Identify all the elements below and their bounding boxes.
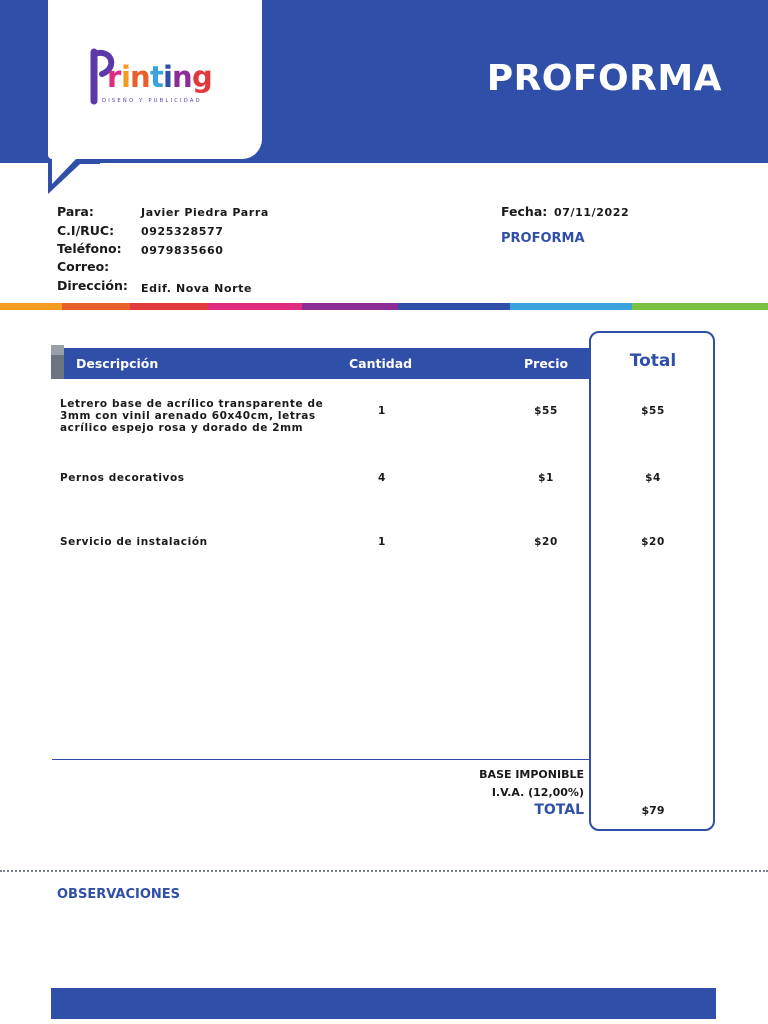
svg-text:DISEÑO Y PUBLICIDAD: DISEÑO Y PUBLICIDAD	[102, 98, 202, 104]
col-description: Descripción	[76, 356, 159, 371]
color-stripe	[0, 303, 768, 310]
svg-text:n: n	[130, 60, 151, 94]
row-3-total: $20	[641, 536, 665, 548]
address-value: Edif. Nova Norte	[141, 282, 253, 295]
row-3-price: $20	[534, 536, 558, 548]
address-label: Dirección:	[57, 278, 128, 293]
para-label: Para:	[57, 204, 94, 219]
date-label: Fecha:	[501, 204, 548, 219]
total-value: $79	[641, 804, 665, 817]
date-value: 07/11/2022	[554, 206, 630, 219]
document-subtitle: PROFORMA	[501, 231, 585, 246]
email-label: Correo:	[57, 259, 110, 274]
para-value: Javier Piedra Parra	[141, 206, 269, 219]
row-2-description: Pernos decorativos	[60, 472, 185, 484]
total-label: TOTAL	[534, 802, 584, 818]
row-1-price: $55	[534, 405, 558, 417]
printing-logo	[88, 46, 228, 108]
col-quantity: Cantidad	[349, 356, 413, 371]
row-3-description: Servicio de instalación	[60, 536, 208, 548]
document-title: PROFORMA	[486, 58, 722, 99]
table-divider	[52, 759, 590, 760]
col-total: Total	[629, 351, 677, 371]
base-imponible-label: BASE IMPONIBLE	[479, 768, 584, 781]
phone-value: 0979835660	[141, 244, 224, 257]
ruc-value: 0925328577	[141, 225, 224, 238]
row-1-qty: 1	[378, 405, 386, 417]
footer-band	[51, 988, 716, 1019]
svg-text:i: i	[163, 60, 173, 94]
svg-text:n: n	[172, 60, 193, 94]
svg-text:t: t	[150, 60, 164, 94]
svg-text:g: g	[192, 60, 213, 94]
col-price: Precio	[524, 356, 569, 371]
phone-label: Teléfono:	[57, 241, 122, 256]
iva-label: I.V.A. (12,00%)	[491, 786, 584, 799]
row-2-price: $1	[538, 472, 554, 484]
row-3-qty: 1	[378, 536, 386, 548]
ruc-label: C.I/RUC:	[57, 223, 115, 238]
observations-label: OBSERVACIONES	[57, 887, 181, 902]
row-1-total: $55	[641, 405, 665, 417]
row-2-qty: 4	[378, 472, 386, 484]
svg-text:i: i	[121, 60, 131, 94]
row-1-description: Letrero base de acrílico transparente de 3mm con vinil arenado 60x40cm, letras acrílico espejo rosa y dorado de 2mm	[60, 398, 324, 434]
table-header-tab	[51, 345, 64, 379]
svg-text:r: r	[107, 60, 122, 94]
dotted-divider	[0, 870, 768, 872]
row-2-total: $4	[645, 472, 661, 484]
